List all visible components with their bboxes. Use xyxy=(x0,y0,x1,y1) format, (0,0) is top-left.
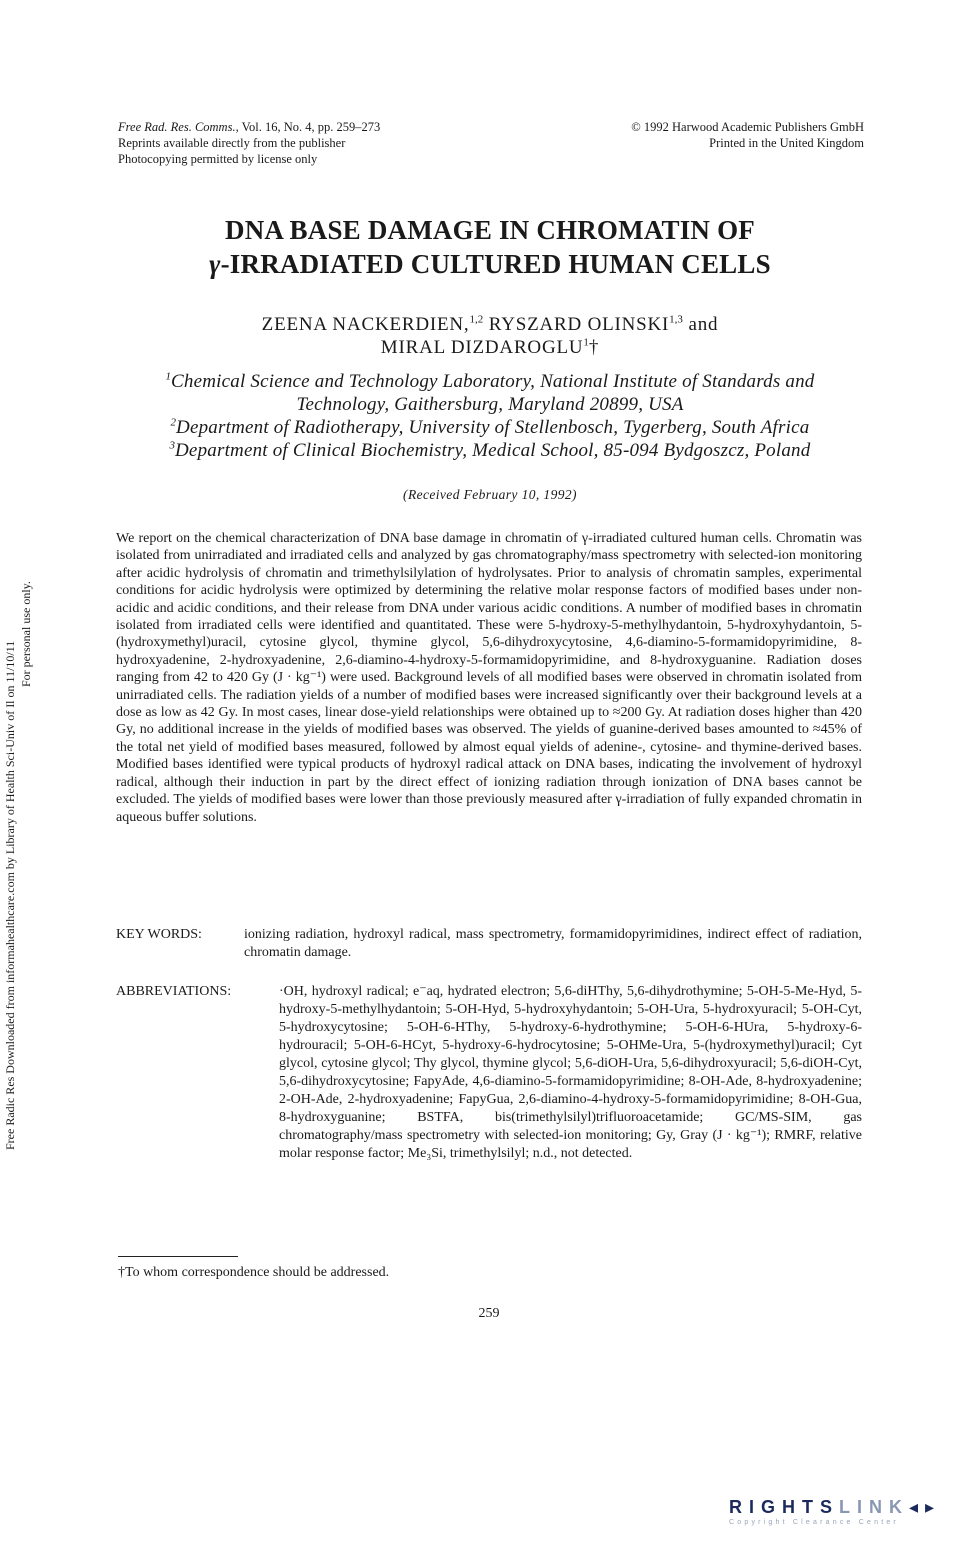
author-2: RYSZARD OLINSKI xyxy=(483,314,670,335)
publisher-header xyxy=(520,119,864,151)
keywords-text: ionizing radiation, hydroxyl radical, mass spectrometry, formamidopyrimidines, indirect effect of radiation, chromatin damage. xyxy=(244,927,862,960)
printed-note: Printed in the United Kingdom xyxy=(709,136,864,150)
author-3: MIRAL DIZDAROGLU xyxy=(380,337,584,358)
author-2-sup: 1,3 xyxy=(669,313,683,326)
affiliation-2: Department of Radiotherapy, University of Stellenbosch, Tygerberg, South Africa xyxy=(176,417,810,438)
footnote: †To whom correspondence should be addressed. xyxy=(118,1265,390,1280)
journal-header xyxy=(118,119,518,167)
page-number: 259 xyxy=(478,1306,500,1321)
reprints-note: Reprints available directly from the publisher xyxy=(118,136,346,150)
logo-arrows-icon: ◂▸ xyxy=(909,1497,942,1517)
author-1: ZEENA NACKERDIEN, xyxy=(261,314,470,335)
keywords-block xyxy=(116,926,862,962)
rightslink-logo[interactable] xyxy=(729,1497,959,1545)
abbreviations-block xyxy=(116,983,862,1163)
copyright-note: © 1992 Harwood Academic Publishers GmbH xyxy=(631,120,864,134)
author-3-sup: 1 xyxy=(583,336,589,349)
affiliation-1-line-2: Technology, Gaithersburg, Maryland 20899, USA xyxy=(296,394,684,415)
download-stamp-line-1: Free Radic Res Downloaded from informahealthcare.com by Library of Health Sci-Univ of Il on 11/10/11 xyxy=(3,640,17,1150)
aff-3-sup: 3 xyxy=(169,439,176,452)
title-line-1: DNA BASE DAMAGE IN CHROMATIN OF xyxy=(225,215,755,245)
abstract: We report on the chemical characterization of DNA base damage in chromatin of γ-irradiated cultured human cells. Chromatin was isolated from unirradiated and irradiated cells and analyzed by gas chromatography/mass spectrometry with selected-ion monitoring after acidic hydrolysis of chromatin and trimethylsilylation of hydrolysates. Prior to analysis of chromatin samples, experimental conditions for acidic hydrolysis were optimized by determining the relative molar response factors of modified bases under non-acidic and acidic conditions, and their release from DNA under various acidic conditions. A number of modified bases in chromatin isolated from irradiated cells were identified and quantitated. These were 5-hydroxy-5-methylhydantoin, 5-hydroxyhydantoin, 5-(hydroxymethyl)uracil, cytosine glycol, thymine glycol, 5,6-dihydroxycytosine, 4,6-diamino-5-formamidopyrimidine, 8-hydroxyadenine, 2-hydroxyadenine, 2,6-diamino-4-hydroxy-5-formamidopyrimidine, and 8-hydroxyguanine. Radiation doses ranging from 42 to 420 Gy (J · kg⁻¹) were used. Background levels of all modified bases were observed in chromatin isolated from unirradiated cells. The radiation yields of a number of modified bases were increased significantly over their background levels at a dose as low as 42 Gy. In most cases, linear dose-yield relationships were obtained up to ≈200 Gy. At radiation doses higher than 420 Gy, no additional increase in the yields of modified bases was observed. The yields of guanine-derived bases amounted to ≈45% of the total net yield of modified bases measured, followed by almost equal yields of adenine-, cytosine- and thymine-derived bases. Modified bases identified were typical products of hydroxyl radical attack on DNA bases, indicating the involvement of hydroxyl radical, although their induction in part by the direct effect of ionizing radiation through ionization of DNA bases cannot be excluded. The yields of modified bases were lower than those previously measured after γ-irradiation of fully expanded chromatin in aqueous buffer solutions. xyxy=(116,531,862,825)
rightslink-wordmark xyxy=(729,1497,959,1518)
logo-word-dark: RIGHTS xyxy=(729,1497,840,1517)
title-line-2 xyxy=(100,247,880,281)
author-and: and xyxy=(682,314,719,335)
logo-word-light: LINK xyxy=(839,1497,910,1517)
author-list xyxy=(100,313,880,359)
title-gamma: γ xyxy=(209,249,221,279)
aff-1-sup: 1 xyxy=(165,370,172,383)
photocopy-note: Photocopying permitted by license only xyxy=(118,152,318,166)
download-stamp-line-2: For personal use only. xyxy=(19,581,33,687)
affiliations xyxy=(100,370,880,462)
received-date: (Received February 10, 1992) xyxy=(403,487,577,502)
title-line-2-text: -IRRADIATED CULTURED HUMAN CELLS xyxy=(220,249,771,279)
dagger-mark: † xyxy=(588,337,600,358)
keywords-label: KEY WORDS: xyxy=(116,927,202,942)
abbreviations-text: ·OH, hydroxyl radical; e⁻aq, hydrated electron; 5,6-diHThy, 5,6-dihydrothymine; 5-OH-5-Me-Hyd, 5-hydroxy-5-methylhydantoin; 5-OH-Hyd, 5-hydroxyhydantoin; 5-OH-Ura, 5-hydroxyuracil; 5-OH-Cyt, 5-hydroxycytosine; 5-OH-6-HThy, 5-hydroxy-6-hydrothymine; 5-OH-6-HUra, 5-hydroxy-6-hydrouracil; 5-OH-6-HCyt, 5-hydroxy-6-hydrocytosine; 5-OHMe-Ura, 5-(hydroxymethyl)uracil; Cyt glycol, cytosine glycol; Thy glycol, thymine glycol; 5,6-diOH-Ura, 5,6-dihydroxyuracil; 5,6-diOH-Cyt, 5,6-dihydroxycytosine; FapyAde, 4,6-diamino-5-formamidopyrimidine; 8-OH-Ade, 8-hydroxyadenine; 2-OH-Ade, 2-hydroxyadenine; FapyGua, 2,6-diamino-4-hydroxy-5-formamidopyrimidine; 8-OH-Gua, 8-hydroxyguanine; BSTFA, bis(trimethylsilyl)trifluoroacetamide; GC/MS-SIM, gas chromatography/mass spectrometry with selected-ion monitoring; Gy, Gray (J · kg⁻¹); RMRF, relative molar response factor; Me₃Si, trimethylsilyl; n.d., not detected. xyxy=(279,984,862,1161)
journal-citation: , Vol. 16, No. 4, pp. 259–273 xyxy=(235,120,381,134)
affiliation-3: Department of Clinical Biochemistry, Medical School, 85-094 Bydgoszcz, Poland xyxy=(175,440,811,461)
logo-subtitle: Copyright Clearance Center xyxy=(729,1519,899,1526)
download-stamp xyxy=(2,0,42,1150)
journal-name: Free Rad. Res. Comms. xyxy=(118,120,236,134)
affiliation-1-line-1: Chemical Science and Technology Laboratory, National Institute of Standards and xyxy=(171,371,815,392)
article-title xyxy=(100,213,880,281)
footnote-rule xyxy=(118,1256,238,1257)
abbreviations-label: ABBREVIATIONS: xyxy=(116,984,232,999)
author-1-sup: 1,2 xyxy=(469,313,484,326)
aff-2-sup: 2 xyxy=(170,416,177,429)
